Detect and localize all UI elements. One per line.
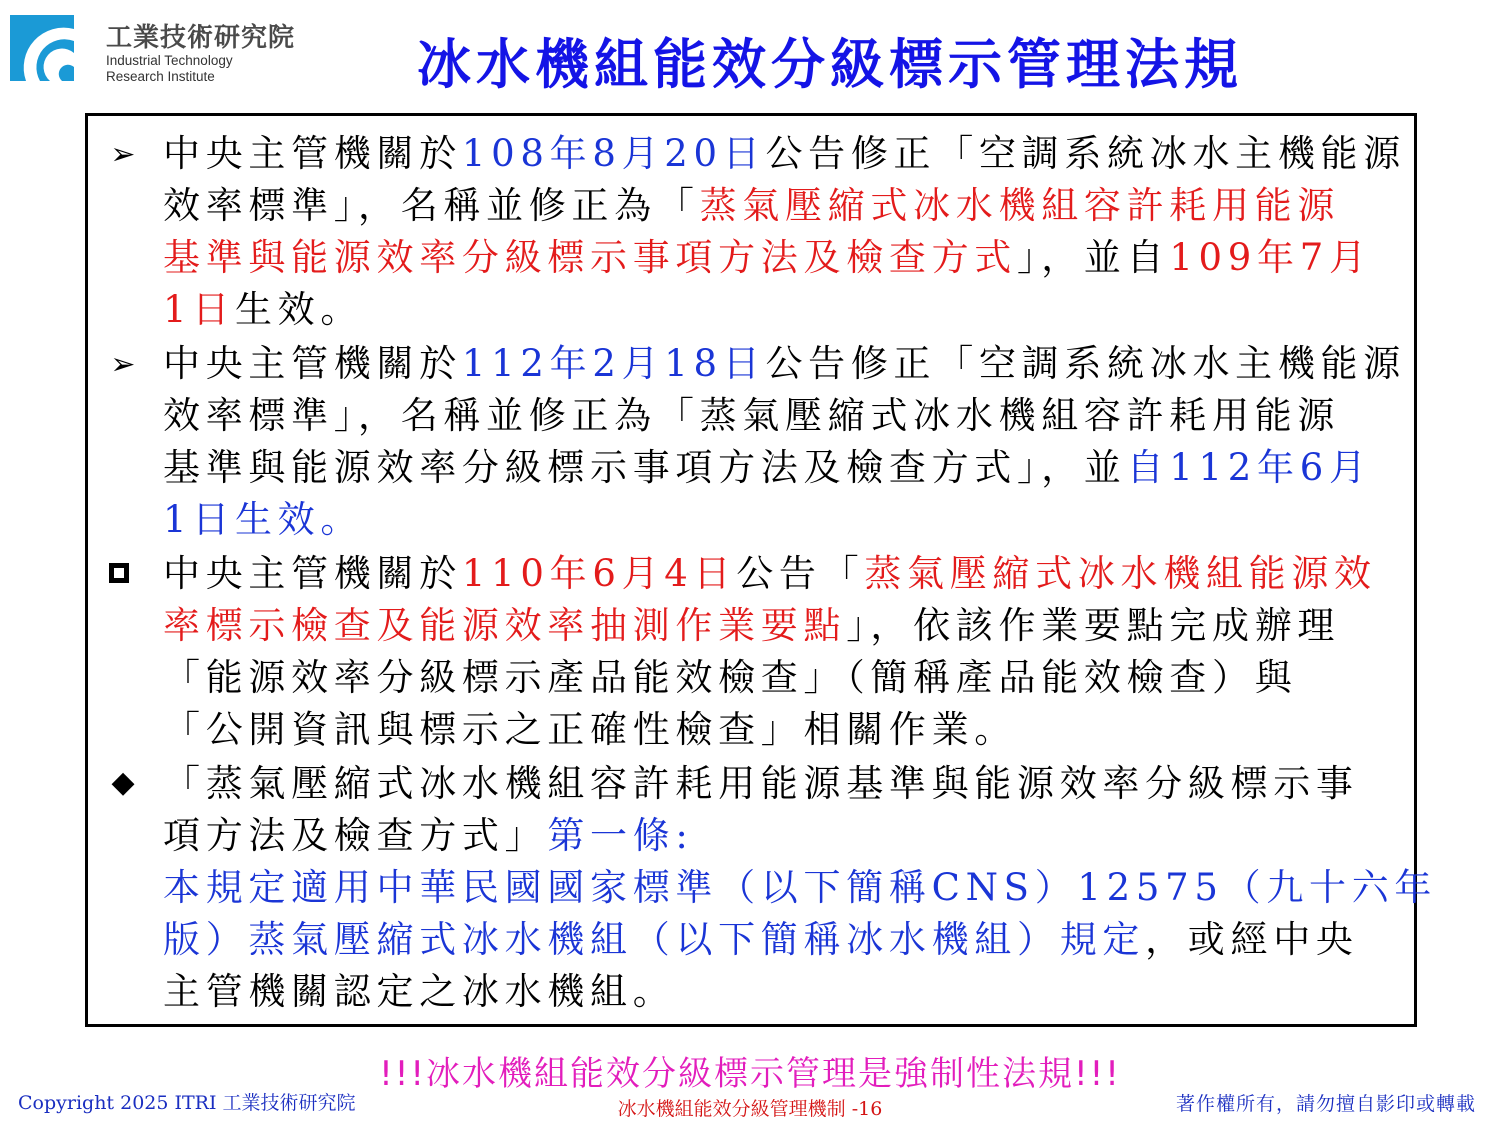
text-segment: 「能源效率分級標示產品能效檢查」（簡稱產品能效檢查）與 <box>163 656 1298 699</box>
text-segment: 基準與能源效率分級標示事項方法及檢查方式 <box>163 236 1017 279</box>
text-segment: 」，並自 <box>1017 236 1170 279</box>
arrow-bullet-icon: ➢ <box>110 347 136 382</box>
text-segment: 本規定適用中華民國國家標準（以下簡稱CNS）12575（九十六年 <box>163 866 1438 909</box>
text-line <box>163 914 1403 966</box>
text-segment: 主管機關認定之冰水機組。 <box>163 970 676 1013</box>
page-number-label: 冰水機組能效分級管理機制 -16 <box>617 1098 883 1120</box>
text-segment: 112年2月18日 <box>461 342 766 385</box>
itri-logo <box>10 13 300 88</box>
text-line <box>163 966 1403 1018</box>
text-line <box>163 758 1403 810</box>
text-segment: 自112年6月 <box>1126 446 1372 489</box>
text-line <box>163 548 1403 600</box>
page-title: 冰水機組能效分級標示管理法規 <box>417 33 1243 96</box>
text-segment: 蒸氣壓縮式冰水機組容許耗用能源 <box>699 184 1341 227</box>
text-segment: 公告修正「空調系統冰水主機能源 <box>765 342 1406 385</box>
text-segment: 項方法及檢查方式」 <box>163 814 548 857</box>
bullet-text <box>163 338 1406 546</box>
text-segment: 「公開資訊與標示之正確性檢查」相關作業。 <box>163 708 1017 751</box>
text-line <box>163 810 1403 862</box>
text-segment: 公告「 <box>736 552 865 595</box>
text-segment: 基準與能源效率分級標示事項方法及檢查方式」，並 <box>163 446 1127 489</box>
text-line <box>163 232 1403 284</box>
text-segment: 108年8月20日 <box>461 132 766 175</box>
logo-english-line1: Industrial Technology <box>106 53 233 68</box>
text-segment: 率標示檢查及能源效率抽測作業要點 <box>163 604 847 647</box>
text-line <box>163 600 1403 652</box>
text-line <box>163 862 1438 914</box>
text-line <box>163 338 1406 390</box>
bullet-text <box>163 128 1406 336</box>
text-segment: 109年7月 <box>1169 236 1372 279</box>
text-line <box>163 180 1403 232</box>
rights-notice: 著作權所有，請勿擅自影印或轉載 <box>1175 1093 1476 1115</box>
text-segment: 中央主管機關於 <box>163 552 462 595</box>
bullet-text <box>163 548 1403 756</box>
text-segment: 」，依該作業要點完成辦理 <box>846 604 1341 647</box>
text-segment: 蒸氣壓縮式冰水機組能源效 <box>864 552 1377 595</box>
text-line <box>163 128 1406 180</box>
text-segment: 中央主管機關於 <box>163 132 462 175</box>
arrow-bullet-icon: ➢ <box>110 137 136 172</box>
text-segment: 中央主管機關於 <box>163 342 462 385</box>
text-segment: 110年6月4日 <box>461 552 737 595</box>
logo-chinese-name: 工業技術研究院 <box>106 23 296 53</box>
bullet-text <box>163 758 1438 1018</box>
text-line <box>163 704 1403 756</box>
text-segment: 公告修正「空調系統冰水主機能源 <box>765 132 1406 175</box>
itri-logo-icon <box>10 15 74 81</box>
logo-english-line2: Research Institute <box>106 69 215 84</box>
text-segment: 版）蒸氣壓縮式冰水機組（以下簡稱冰水機組）規定 <box>163 918 1146 961</box>
text-line <box>163 494 1403 546</box>
text-segment: 1日生效。 <box>163 498 364 541</box>
diamond-bullet-icon: ◆ <box>111 765 135 800</box>
text-line <box>163 442 1403 494</box>
text-segment: 「蒸氣壓縮式冰水機組容許耗用能源基準與能源效率分級標示事 <box>163 762 1359 805</box>
text-segment: 效率標準」，名稱並修正為「 <box>163 184 700 227</box>
text-segment: 第一條: <box>547 814 694 857</box>
text-segment: 1日 <box>163 288 235 331</box>
mandatory-regulation-warning: !!!冰水機組能效分級標示管理是強制性法規!!! <box>379 1054 1121 1094</box>
text-line <box>163 652 1403 704</box>
text-segment: 生效。 <box>234 288 364 331</box>
copyright: Copyright 2025 ITRI 工業技術研究院 <box>18 1092 356 1114</box>
text-segment: ，或經中央 <box>1145 918 1359 961</box>
content-box <box>85 113 1438 1027</box>
text-line <box>163 284 1403 336</box>
text-line <box>163 390 1403 442</box>
text-segment: 效率標準」，名稱並修正為「蒸氣壓縮式冰水機組容許耗用能源 <box>163 394 1341 437</box>
square-bullet-icon <box>109 563 129 583</box>
